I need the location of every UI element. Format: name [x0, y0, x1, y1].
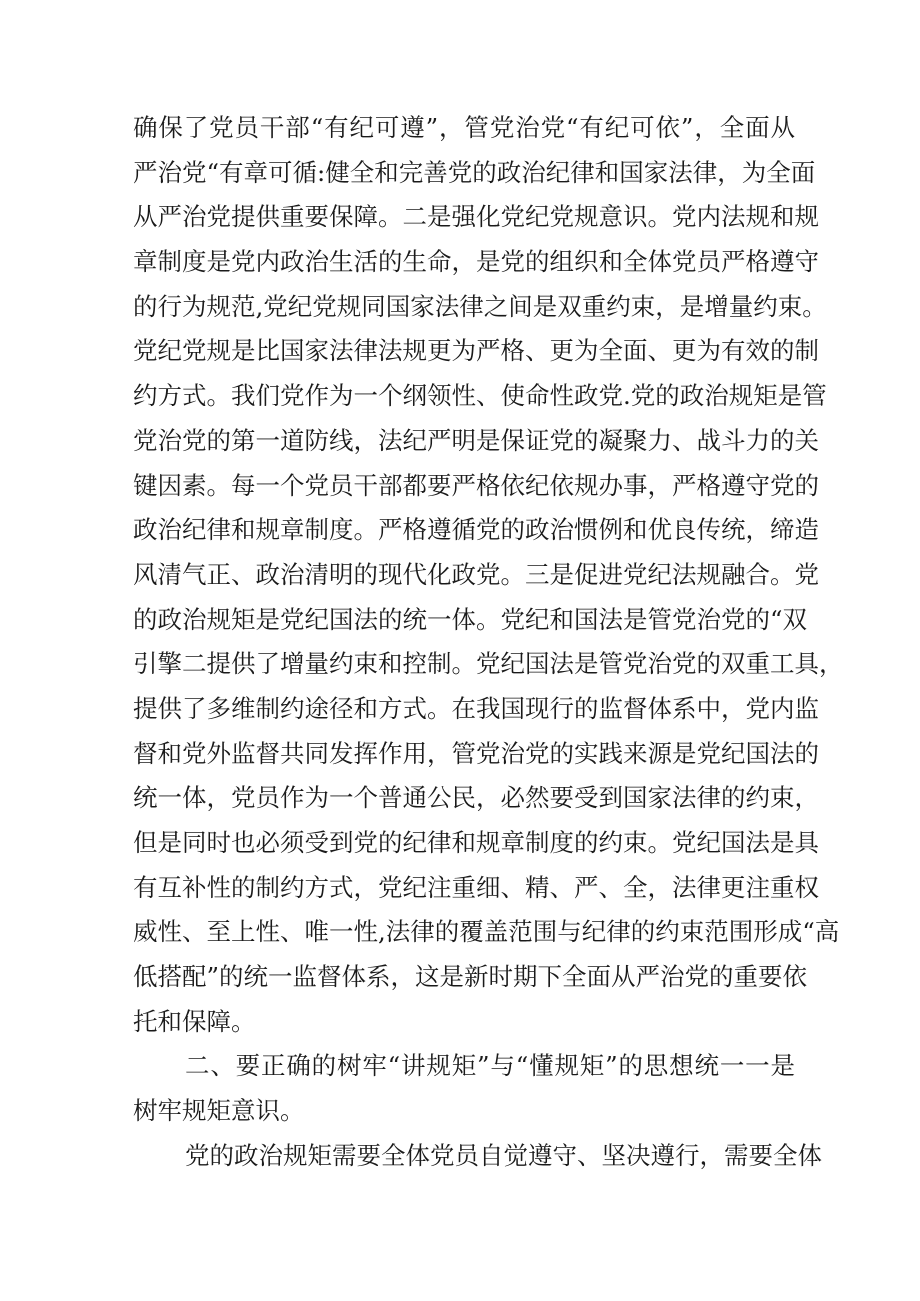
text-line: 政治纪律和规章制度。严格遵循党的政治惯例和优良传统，缔造 [133, 515, 819, 545]
text-line: 的行为规范,党纪党规同国家法律之间是双重约束，是增量约束。 [133, 291, 827, 321]
text-line: 提供了多维制约途径和方式。在我国现行的监督体系中，党内监 [133, 693, 819, 723]
section-heading-line: 树牢规矩意识。 [133, 1096, 305, 1126]
text-line: 风清气正、政治清明的现代化政党。三是促进党纪法规融合。党 [133, 559, 819, 589]
text-line: 有互补性的制约方式，党纪注重细、精、严、全，法律更注重权 [133, 872, 819, 902]
text-line: 统一体，党员作为一个普通公民，必然要受到国家法律的约束， [133, 783, 819, 813]
text-line: 托和保障。 [133, 1006, 256, 1036]
text-line: 督和党外监督共同发挥作用，管党治党的实践来源是党纪国法的 [133, 738, 819, 768]
text-line: 党纪党规是比国家法律法规更为严格、更为全面、更为有效的制 [133, 336, 819, 366]
text-line: 引擎二提供了增量约束和控制。党纪国法是管党治党的双重工具， [133, 649, 844, 679]
text-line: 的政治规矩是党纪国法的统一体。党纪和国法是管党治党的“双 [133, 604, 808, 634]
text-line: 党治党的第一道防线，法纪严明是保证党的凝聚力、战斗力的关 [133, 425, 819, 455]
section-heading-line: 二、要正确的树牢“讲规矩”与“懂规矩”的思想统一一是 [185, 1051, 795, 1081]
text-line: 约方式。我们党作为一个纲领性、使命性政党.党的政治规矩是管 [133, 381, 827, 411]
text-line: 从严治党提供重要保障。二是强化党纪党规意识。党内法规和规 [133, 202, 819, 232]
text-line: 党的政治规矩需要全体党员自觉遵守、坚决遵行，需要全体 [185, 1140, 822, 1170]
text-line: 低搭配”的统一监督体系，这是新时期下全面从严治党的重要依 [133, 962, 808, 992]
document-body [133, 106, 844, 1179]
text-line: 但是同时也必须受到党的纪律和规章制度的约束。党纪国法是具 [133, 828, 819, 857]
text-line: 章制度是党内政治生活的生命，是党的组织和全体党员严格遵守 [133, 247, 819, 277]
text-line: 威性、至上性、唯一性,法律的覆盖范围与纪律的约束范围形成“高 [133, 917, 840, 947]
text-line: 严治党“有章可循:健全和完善党的政治纪律和国家法律，为全面 [133, 157, 816, 187]
text-line: 键因素。每一个党员干部都要严格依纪依规办事，严格遵守党的 [133, 470, 819, 500]
text-line: 确保了党员干部“有纪可遵”，管党治党“有纪可依”，全面从 [133, 113, 795, 142]
